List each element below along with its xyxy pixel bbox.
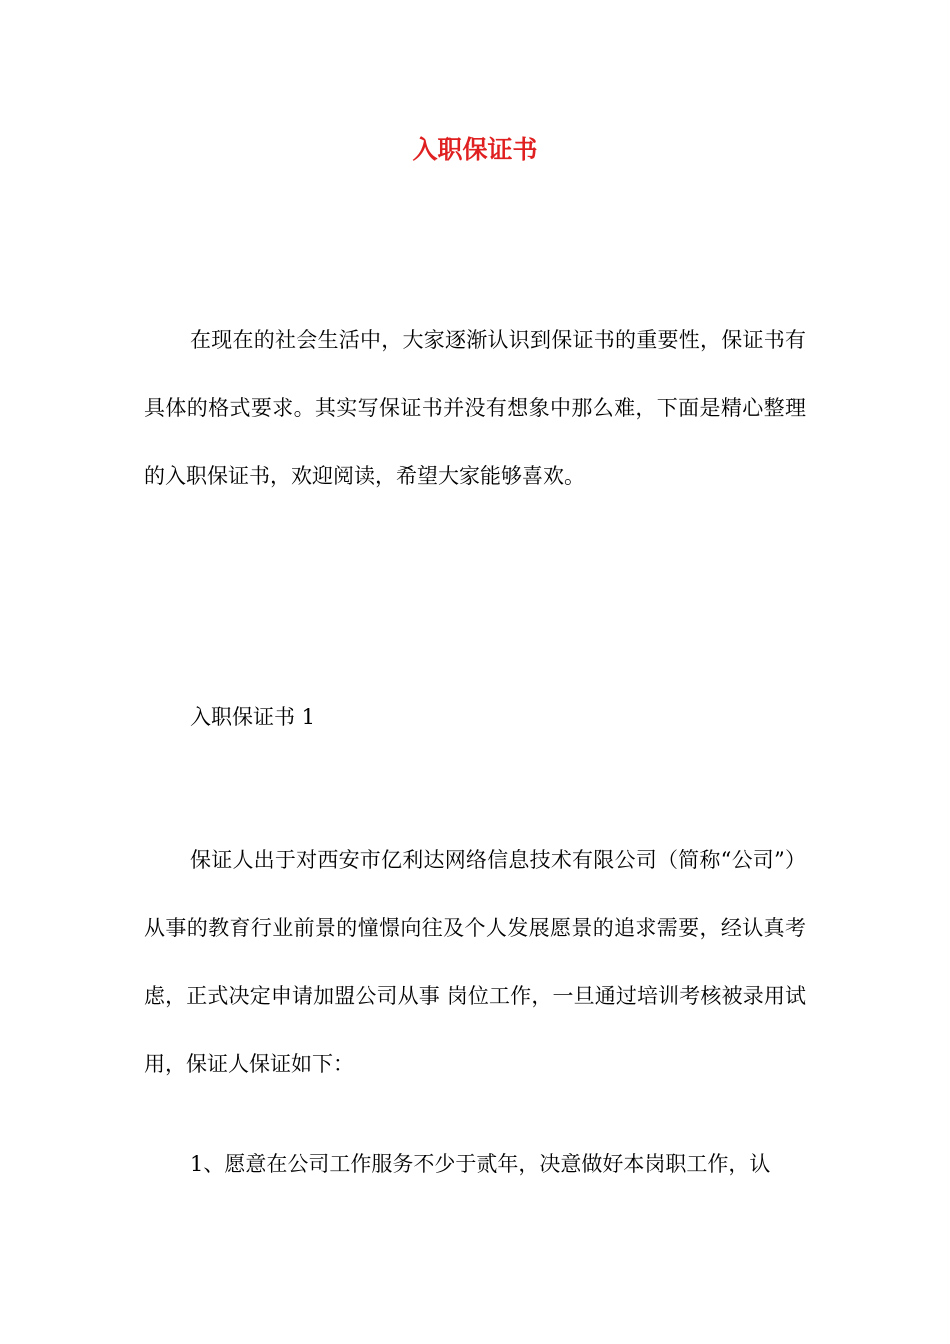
intro-paragraph: 在现在的社会生活中，大家逐渐认识到保证书的重要性，保证书有具体的格式要求。其实写保证书并没有想象中那么难，下面是精心整理的入职保证书，欢迎阅读，希望大家能够喜欢。 [144, 328, 806, 488]
section-title: 入职保证书 1 [190, 705, 316, 729]
document-title: 入职保证书 [412, 135, 538, 164]
body-paragraph: 保证人出于对西安市亿利达网络信息技术有限公司（简称“公司”）从事的教育行业前景的憧憬向往及个人发展愿景的追求需要，经认真考虑，正式决定申请加盟公司从事 岗位工作，一旦通过培训考核被录用试用，保证人保证如下： [144, 848, 806, 1076]
list-item-1: 1、愿意在公司工作服务不少于贰年，决意做好本岗职工作，认 [190, 1152, 771, 1176]
